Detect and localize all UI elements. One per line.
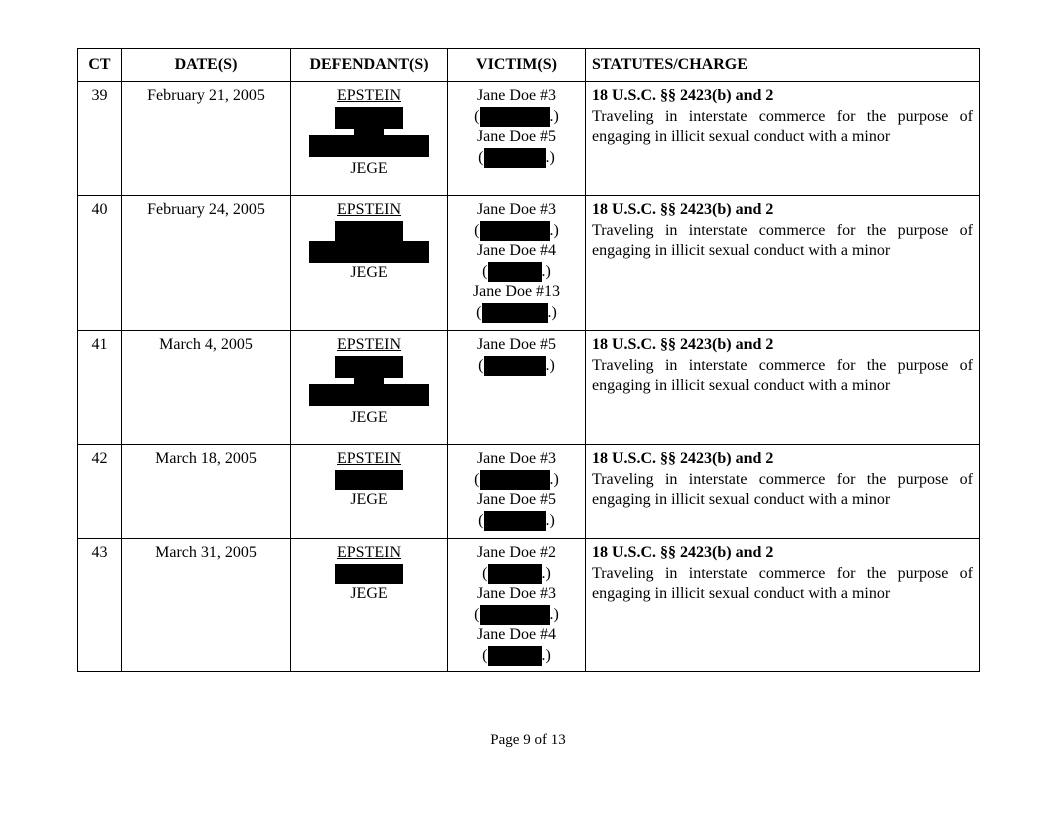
defendants-cell — [291, 539, 448, 672]
victim-name: Jane Doe #3 — [476, 450, 557, 467]
redaction-block — [480, 221, 550, 241]
victim-redacted-name: ( .) — [478, 511, 555, 529]
redaction-block — [480, 107, 550, 127]
victim-redacted-name: ( .) — [474, 470, 559, 488]
statute-cell — [586, 196, 980, 331]
victim-redacted-name: ( .) — [474, 605, 559, 623]
victim-name: Jane Doe #4 — [476, 242, 557, 259]
defendants-cell — [291, 82, 448, 196]
redaction-block — [480, 605, 550, 625]
defendant-jege: JEGE — [350, 584, 388, 602]
redaction-block — [482, 303, 548, 323]
redaction-block — [335, 356, 403, 378]
statute-cell — [586, 82, 980, 196]
statute-citation: 18 U.S.C. §§ 2423(b) and 2 — [592, 336, 774, 353]
defendant-epstein: EPSTEIN — [337, 544, 401, 561]
count-number: 39 — [78, 82, 122, 196]
count-date: March 18, 2005 — [122, 445, 291, 539]
victim-name: Jane Doe #3 — [476, 87, 557, 104]
victim-redacted-name: ( .) — [482, 262, 551, 280]
redaction-block — [335, 564, 403, 584]
defendants-cell — [291, 196, 448, 331]
page-number: Page 9 of 13 — [490, 732, 566, 748]
defendant-epstein: EPSTEIN — [337, 201, 401, 218]
counts-table — [77, 48, 980, 672]
victim-name: Jane Doe #13 — [472, 283, 561, 300]
victims-cell — [448, 445, 586, 539]
redaction-block — [488, 262, 542, 282]
victim-redacted-name: ( .) — [474, 221, 559, 239]
header-ct: CT — [78, 49, 122, 82]
charge-description: Traveling in interstate commerce for the purpose of engaging in illicit sexual conduct with a minor — [592, 107, 973, 145]
defendant-epstein: EPSTEIN — [337, 336, 401, 353]
table-row — [78, 539, 980, 672]
victims-cell — [448, 82, 586, 196]
charge-description: Traveling in interstate commerce for the purpose of engaging in illicit sexual conduct with a minor — [592, 356, 973, 394]
count-number: 41 — [78, 331, 122, 445]
redaction-block — [484, 148, 546, 168]
defendant-epstein: EPSTEIN — [337, 450, 401, 467]
table-header-row — [78, 49, 980, 82]
redaction-block — [335, 107, 403, 129]
table-row — [78, 196, 980, 331]
redaction-block — [335, 221, 403, 241]
header-dates: DATE(S) — [122, 49, 291, 82]
redaction-block — [309, 135, 429, 157]
defendant-jege: JEGE — [350, 490, 388, 508]
redaction-block — [484, 511, 546, 531]
charge-description: Traveling in interstate commerce for the purpose of engaging in illicit sexual conduct with a minor — [592, 470, 973, 508]
victim-redacted-name: ( .) — [482, 564, 551, 582]
count-date: February 24, 2005 — [122, 196, 291, 331]
victims-cell — [448, 331, 586, 445]
charge-description: Traveling in interstate commerce for the purpose of engaging in illicit sexual conduct with a minor — [592, 564, 973, 602]
statute-citation: 18 U.S.C. §§ 2423(b) and 2 — [592, 87, 774, 104]
redaction-block — [309, 384, 429, 406]
defendant-jege: JEGE — [350, 408, 388, 426]
victim-name: Jane Doe #5 — [476, 128, 557, 145]
count-date: February 21, 2005 — [122, 82, 291, 196]
victim-redacted-name: ( .) — [478, 148, 555, 166]
victims-cell — [448, 196, 586, 331]
statute-cell — [586, 331, 980, 445]
header-defendants: DEFENDANT(S) — [291, 49, 448, 82]
table-row — [78, 445, 980, 539]
redaction-block — [488, 646, 542, 666]
defendants-cell — [291, 445, 448, 539]
victim-redacted-name: ( .) — [474, 107, 559, 125]
count-number: 43 — [78, 539, 122, 672]
victim-redacted-name: ( .) — [476, 303, 557, 321]
count-date: March 4, 2005 — [122, 331, 291, 445]
defendant-epstein: EPSTEIN — [337, 87, 401, 104]
redaction-block — [484, 356, 546, 376]
victim-redacted-name: ( .) — [482, 646, 551, 664]
defendant-jege: JEGE — [350, 263, 388, 281]
charge-description: Traveling in interstate commerce for the purpose of engaging in illicit sexual conduct with a minor — [592, 221, 973, 259]
redaction-block — [480, 470, 550, 490]
statute-cell — [586, 445, 980, 539]
victim-name: Jane Doe #4 — [476, 626, 557, 643]
victim-name: Jane Doe #3 — [476, 585, 557, 602]
victim-name: Jane Doe #5 — [476, 491, 557, 508]
victim-name: Jane Doe #3 — [476, 201, 557, 218]
count-number: 42 — [78, 445, 122, 539]
header-victims: VICTIM(S) — [448, 49, 586, 82]
victim-name: Jane Doe #2 — [476, 544, 557, 561]
statute-citation: 18 U.S.C. §§ 2423(b) and 2 — [592, 450, 774, 467]
count-date: March 31, 2005 — [122, 539, 291, 672]
statute-citation: 18 U.S.C. §§ 2423(b) and 2 — [592, 201, 774, 218]
table-row — [78, 331, 980, 445]
table-row — [78, 82, 980, 196]
redaction-block — [335, 470, 403, 490]
statute-cell — [586, 539, 980, 672]
redaction-block — [488, 564, 542, 584]
statute-citation: 18 U.S.C. §§ 2423(b) and 2 — [592, 544, 774, 561]
victim-name: Jane Doe #5 — [476, 336, 557, 353]
header-statutes: STATUTES/CHARGE — [586, 49, 980, 82]
count-number: 40 — [78, 196, 122, 331]
defendant-jege: JEGE — [350, 159, 388, 177]
victim-redacted-name: ( .) — [478, 356, 555, 374]
redaction-block — [309, 241, 429, 263]
defendants-cell — [291, 331, 448, 445]
victims-cell — [448, 539, 586, 672]
